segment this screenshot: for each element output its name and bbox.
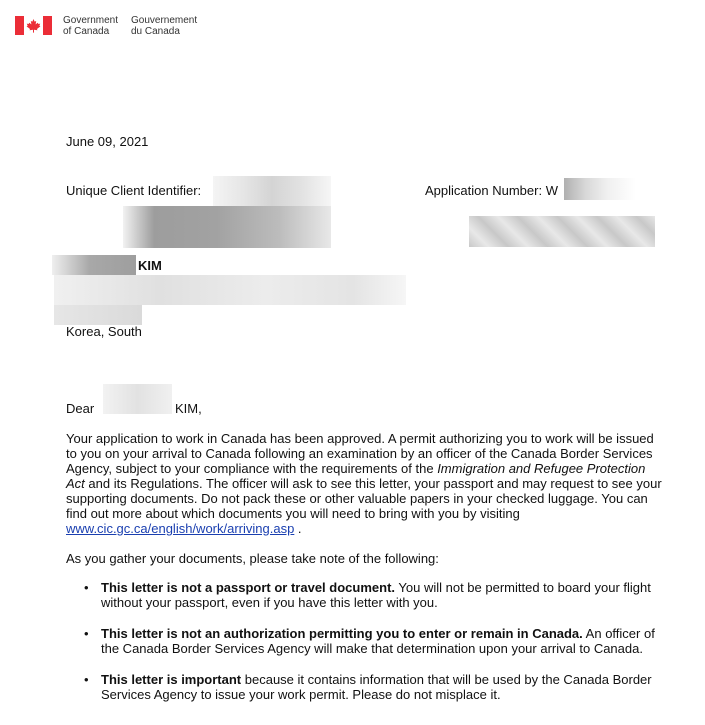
act-name: Immigration and Refugee Protection Act: [66, 461, 646, 491]
salutation-suffix: KIM,: [175, 401, 202, 416]
redacted-address-line: [123, 206, 331, 248]
redacted-street-address: [54, 275, 406, 305]
salutation-prefix: Dear: [66, 401, 95, 416]
gov-en-line2: of Canada: [63, 26, 110, 37]
letter-date: June 09, 2021: [66, 134, 149, 149]
note-text: because it contains information that will be used by the Canada Border Services Agency to issue your work permit. Please do not misplace it.: [101, 672, 652, 702]
canada-flag-icon: [15, 16, 52, 35]
redacted-city: [54, 305, 142, 325]
note-bold: This letter is important: [101, 672, 242, 687]
note-text: You will not be permitted to board your flight without your passport, even if you have this letter with you.: [101, 580, 651, 610]
arriving-info-link[interactable]: www.cic.gc.ca/english/work/arriving.asp: [66, 521, 295, 536]
note-bold: This letter is not an authorization permitting you to enter or remain in Canada.: [101, 626, 583, 641]
gov-fr-line2: du Canada: [131, 26, 180, 37]
recipient-country: Korea, South: [66, 324, 142, 339]
government-of-canada-en: [63, 15, 118, 37]
government-of-canada-fr: [131, 15, 197, 37]
bullet-icon: •: [84, 580, 89, 595]
redacted-reference: [469, 216, 655, 247]
uci-label: Unique Client Identifier:: [66, 183, 202, 198]
list-item: [84, 580, 669, 610]
redacted-salutation-name: [103, 384, 172, 414]
list-item: [84, 672, 669, 702]
note-text: An officer of the Canada Border Services Agency will make that determination upon your arrival to Canada.: [101, 626, 655, 656]
recipient-surname: KIM: [138, 258, 162, 273]
gov-en-line1: Government: [63, 15, 119, 26]
bullet-icon: •: [84, 672, 89, 687]
redacted-given-name: [52, 255, 136, 275]
bullet-icon: •: [84, 626, 89, 641]
documents-intro: As you gather your documents, please take note of the following:: [66, 551, 439, 566]
redacted-uci: [213, 176, 331, 206]
gov-fr-line1: Gouvernement: [131, 15, 198, 26]
list-item: [84, 626, 669, 656]
application-number-prefix: W: [545, 183, 558, 198]
application-number-label: Application Number: W: [425, 183, 558, 198]
note-bold: This letter is not a passport or travel document.: [101, 580, 396, 595]
approval-paragraph: Your application to work in Canada has been approved. A permit authorizing you to work will be issued to you on your arrival to Canada following an examination by an officer of the Canada Border Services Agency, subject to your compliance with the requirements of the Immigration and Refugee Protection Act and its Regulations. The officer will ask to see this letter, your passport and may request to see your supporting documents. Do not pack these or other valuable papers in your checked luggage. You can find out more about which documents you will need to bring with you by visiting www.cic.gc.ca/english/work/arriving.asp .: [66, 431, 662, 536]
important-notes-list: [84, 580, 669, 718]
redacted-application-number: [564, 178, 636, 200]
